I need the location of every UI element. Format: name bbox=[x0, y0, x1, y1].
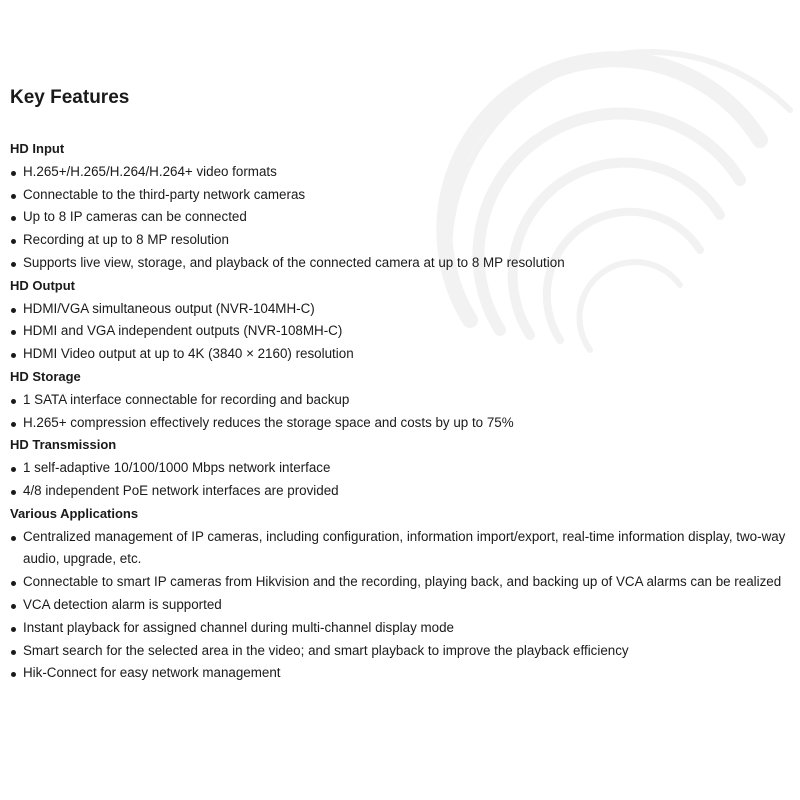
feature-text: Recording at up to 8 MP resolution bbox=[23, 232, 229, 248]
bullet-icon bbox=[11, 536, 16, 541]
feature-text: Up to 8 IP cameras can be connected bbox=[23, 209, 247, 225]
feature-text: Centralized management of IP cameras, including configuration, information import/export, real-time information display, two-way audio, upgrade, etc. bbox=[23, 528, 786, 567]
feature-item bbox=[10, 161, 790, 184]
feature-item bbox=[10, 389, 790, 412]
feature-item bbox=[10, 343, 790, 366]
feature-text: Smart search for the selected area in the video; and smart playback to improve the playback efficiency bbox=[23, 642, 629, 658]
feature-item bbox=[10, 206, 790, 229]
section-heading: Various Applications bbox=[10, 505, 139, 521]
feature-list bbox=[10, 389, 790, 435]
feature-text: Supports live view, storage, and playback of the connected camera at up to 8 MP resolution bbox=[23, 254, 565, 270]
bullet-icon bbox=[11, 262, 16, 267]
bullet-icon bbox=[11, 216, 16, 221]
bullet-icon bbox=[11, 308, 16, 313]
feature-text: Connectable to smart IP cameras from Hikvision and the recording, playing back, and backing up of VCA alarms can be realized bbox=[23, 574, 782, 590]
feature-list bbox=[10, 161, 790, 275]
section-heading: HD Storage bbox=[10, 368, 81, 384]
section-heading: HD Transmission bbox=[10, 437, 117, 453]
feature-item bbox=[10, 320, 790, 343]
feature-list bbox=[10, 457, 790, 503]
feature-text: HDMI Video output at up to 4K (3840 × 2160) resolution bbox=[23, 346, 354, 362]
feature-item bbox=[10, 184, 790, 207]
feature-text: 1 SATA interface connectable for recording and backup bbox=[23, 391, 350, 407]
bullet-icon bbox=[11, 581, 16, 586]
feature-item bbox=[10, 526, 790, 572]
feature-text: Hik-Connect for easy network management bbox=[23, 665, 281, 681]
feature-list bbox=[10, 526, 790, 686]
feature-item bbox=[10, 298, 790, 321]
feature-item bbox=[10, 229, 790, 252]
feature-item bbox=[10, 480, 790, 503]
feature-item bbox=[10, 252, 790, 275]
bullet-icon bbox=[11, 399, 16, 404]
feature-item bbox=[10, 594, 790, 617]
bullet-icon bbox=[11, 171, 16, 176]
feature-text: VCA detection alarm is supported bbox=[23, 596, 222, 612]
feature-text: H.265+/H.265/H.264/H.264+ video formats bbox=[23, 163, 277, 179]
feature-text: Instant playback for assigned channel during multi-channel display mode bbox=[23, 619, 454, 635]
bullet-icon bbox=[11, 627, 16, 632]
document-body bbox=[10, 86, 790, 685]
bullet-icon bbox=[11, 330, 16, 335]
bullet-icon bbox=[11, 490, 16, 495]
bullet-icon bbox=[11, 239, 16, 244]
bullet-icon bbox=[11, 353, 16, 358]
feature-text: H.265+ compression effectively reduces the storage space and costs by up to 75% bbox=[23, 414, 514, 430]
feature-item bbox=[10, 412, 790, 435]
feature-item bbox=[10, 457, 790, 480]
bullet-icon bbox=[11, 422, 16, 427]
feature-text: HDMI/VGA simultaneous output (NVR-104MH-C) bbox=[23, 300, 315, 316]
feature-text: Connectable to the third-party network cameras bbox=[23, 186, 306, 202]
feature-sections bbox=[10, 138, 790, 685]
feature-item bbox=[10, 640, 790, 663]
feature-list bbox=[10, 298, 790, 366]
bullet-icon bbox=[11, 467, 16, 472]
bullet-icon bbox=[11, 672, 16, 677]
section-heading: HD Output bbox=[10, 277, 75, 293]
bullet-icon bbox=[11, 650, 16, 655]
feature-item bbox=[10, 662, 790, 685]
section-heading: HD Input bbox=[10, 141, 65, 156]
page-title: Key Features bbox=[10, 87, 130, 108]
feature-text: HDMI and VGA independent outputs (NVR-108MH-C) bbox=[23, 323, 343, 339]
feature-text: 4/8 independent PoE network interfaces are provided bbox=[23, 482, 339, 498]
bullet-icon bbox=[11, 194, 16, 199]
bullet-icon bbox=[11, 604, 16, 609]
feature-item bbox=[10, 617, 790, 640]
feature-text: 1 self-adaptive 10/100/1000 Mbps network interface bbox=[23, 460, 331, 476]
feature-item bbox=[10, 571, 790, 594]
